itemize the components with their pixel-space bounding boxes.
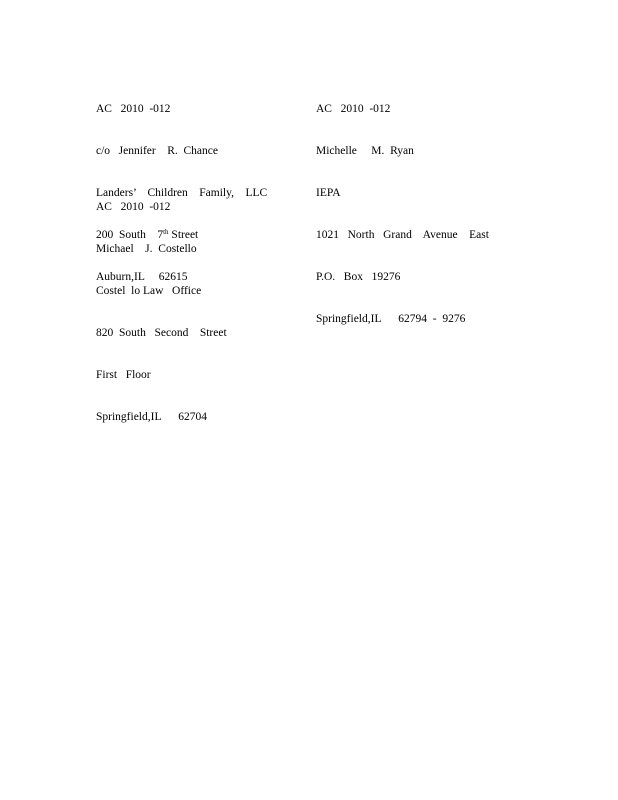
case-number: AC 2010 -012 — [96, 201, 171, 213]
recipient-name: Michael J. Costello — [96, 243, 197, 255]
recipient-name: c/o Jennifer R. Chance — [96, 145, 218, 157]
street-name: Street — [168, 229, 199, 241]
case-number: AC 2010 -012 — [316, 103, 391, 115]
ordinal-suffix: th — [163, 228, 169, 236]
street-address: 820 South Second Street — [96, 327, 227, 339]
mailing-label-ryan — [316, 74, 489, 354]
recipient-name: Michelle M. Ryan — [316, 145, 414, 157]
city-state-zip: Springfield,IL 62794 - 9276 — [316, 313, 466, 325]
case-number: AC 2010 -012 — [96, 103, 171, 115]
organization: Costel lo Law Office — [96, 285, 202, 297]
street-address: 1021 North Grand Avenue East — [316, 229, 489, 241]
floor: First Floor — [96, 369, 151, 381]
po-box: P.O. Box 19276 — [316, 271, 401, 283]
organization: Landers’ Children Family, LLC — [96, 187, 268, 199]
organization: IEPA — [316, 187, 341, 199]
street-number: 200 South 7 — [96, 229, 164, 241]
city-state-zip: Springfield,IL 62704 — [96, 411, 208, 423]
mailing-label-costello — [96, 172, 227, 452]
city-state-zip: Auburn,IL 62615 — [96, 271, 188, 283]
